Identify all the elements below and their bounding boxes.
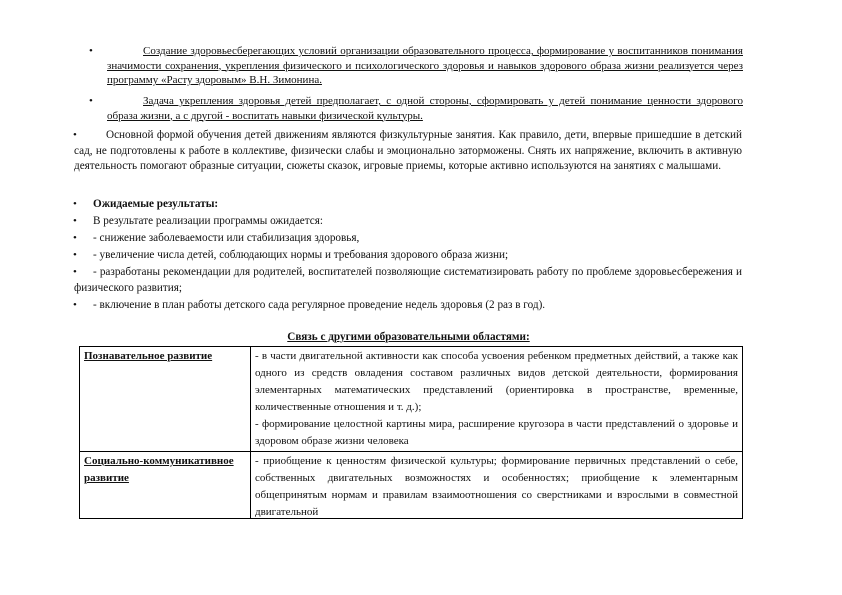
goal-2-text: Задача укрепления здоровья детей предполагает, с одной стороны, сформировать у детей понимание ценности здорового образа жизни, а с другой - воспитать навыки физической культуры. xyxy=(107,95,743,122)
connections-table xyxy=(79,346,743,519)
area-cell: Познавательное развитие xyxy=(80,347,251,452)
result-1-bullet: • xyxy=(73,232,77,244)
area-cell: Социально-коммуникативное развитие xyxy=(80,452,251,519)
results-intro: В результате реализации программы ожидается: xyxy=(93,215,324,227)
result-4-bullet: • xyxy=(73,299,77,311)
result-item-1: - снижение заболеваемости или стабилизация здоровья, xyxy=(93,232,360,244)
result-item-3: - разработаны рекомендации для родителей, воспитателей позволяющие систематизировать работу по проблеме здоровьесбережения и физического развития; xyxy=(74,266,742,294)
result-item-4: - включение в план работы детского сада регулярное проведение недель здоровья (2 раз в год). xyxy=(93,299,546,311)
result-item-2: - увеличение числа детей, соблюдающих нормы и требования здорового образа жизни; xyxy=(93,249,509,261)
goal-1-bullet: • xyxy=(89,45,93,57)
result-3-bullet: • xyxy=(73,266,77,278)
results-heading-bullet: • xyxy=(73,198,77,210)
description-part-1: - в части двигательной активности как способа усвоения ребенком предметных действий, а также как одного из средств овладения составом различных видов детской деятельности, формирования элементарных математических представлений (ориентировка в пространстве, временные, количественные отношения и т. д.); xyxy=(255,350,738,413)
main-paragraph-bullet: • xyxy=(73,129,77,141)
results-intro-bullet: • xyxy=(73,215,77,227)
table-row xyxy=(80,452,743,519)
goal-1-text: Создание здоровьесберегающих условий организации образовательного процесса, формирование у воспитанников понимания значимости сохранения, укрепления физического и психологического здоровья и навыков здорового образа жизни реализуется через программу «Расту здоровым» В.Н. Зимонина. xyxy=(107,45,743,86)
description-cell xyxy=(251,347,743,452)
description-cell xyxy=(251,452,743,519)
results-heading: Ожидаемые результаты: xyxy=(93,198,219,210)
connections-title: Связь с другими образовательными областями: xyxy=(287,331,530,343)
main-paragraph: Основной формой обучения детей движениям являются физкультурные занятия. Как правило, дети, впервые пришедшие в детский сад, не подготовлены к работе в коллективе, физически слабы и эмоционально заторможены. Снять их напряжение, включить в активную деятельность помогают образные ситуации, сюжеты сказок, игровые приемы, которые активно используются на занятиях с малышами. xyxy=(74,129,742,172)
description-part-1: - приобщение к ценностям физической культуры; формирование первичных представлений о себе, собственных двигательных возможностях и особенностях; приобщение к элементарным общепринятым нормам и правилам взаимоотношения со сверстниками и взрослыми в совместной двигательной xyxy=(255,455,738,517)
description-part-2: - формирование целостной картины мира, расширение кругозора в части представлений о здоровье и здоровом образе жизни человека xyxy=(255,418,738,447)
table-row xyxy=(80,347,743,452)
goal-2-bullet: • xyxy=(89,95,93,107)
result-2-bullet: • xyxy=(73,249,77,261)
